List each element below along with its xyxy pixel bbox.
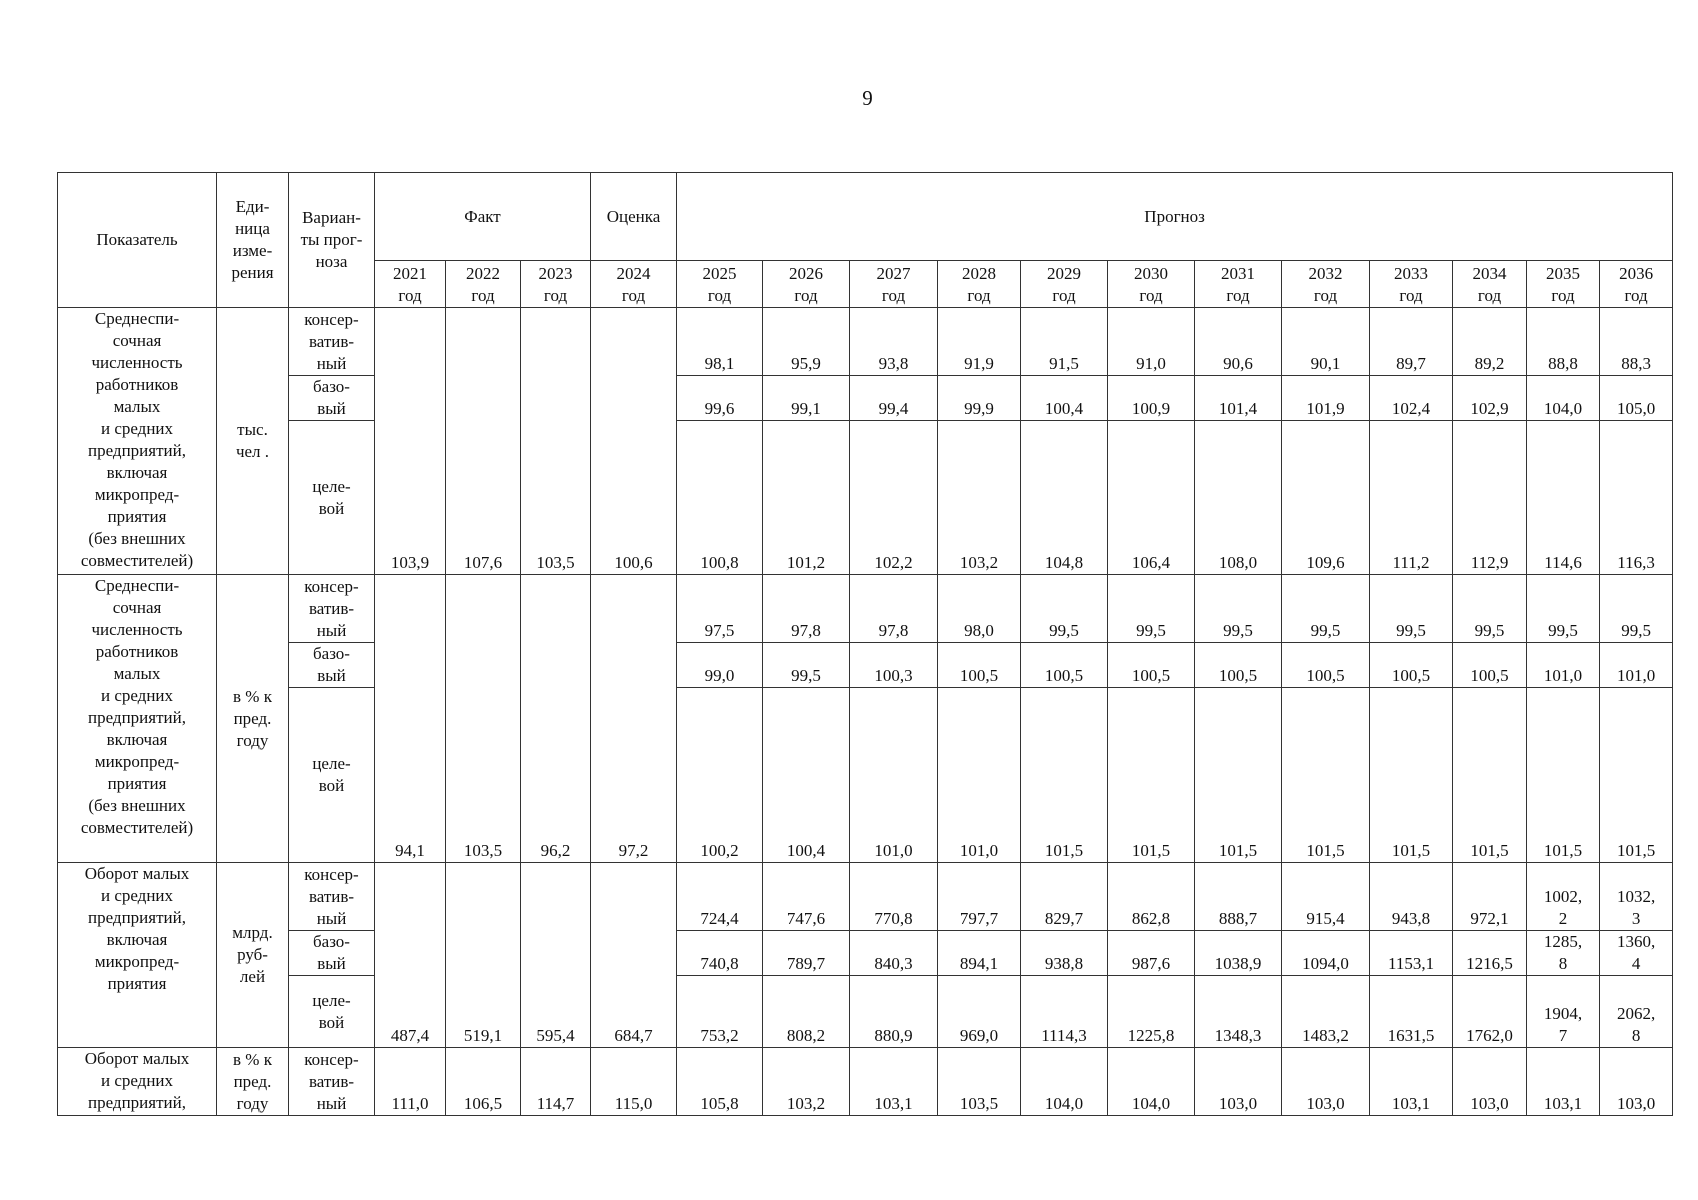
forecast-value: 808,2 [763, 976, 850, 1048]
forecast-value: 100,8 [677, 421, 763, 575]
table-row [58, 376, 1673, 421]
indicator-name: Оборот малых и средних предприятий, [58, 1048, 217, 1116]
forecast-value: 101,0 [938, 688, 1021, 863]
variant-name: базо- вый [289, 643, 375, 688]
forecast-value: 99,0 [677, 643, 763, 688]
history-value: 115,0 [591, 1048, 677, 1116]
forecast-value: 100,5 [938, 643, 1021, 688]
history-value: 97,2 [591, 575, 677, 863]
forecast-value: 1038,9 [1195, 931, 1282, 976]
forecast-value: 100,3 [850, 643, 938, 688]
forecast-value: 97,8 [763, 575, 850, 643]
forecast-value: 943,8 [1370, 863, 1453, 931]
forecast-value: 103,2 [763, 1048, 850, 1116]
indicator-header: Показатель [58, 173, 217, 308]
unit-cell: в % к пред. году [217, 575, 289, 863]
table-row [58, 976, 1673, 1048]
forecast-value: 100,4 [1021, 376, 1108, 421]
forecast-value: 100,5 [1453, 643, 1527, 688]
forecast-value: 104,0 [1527, 376, 1600, 421]
forecast-table [57, 172, 1673, 1116]
forecast-value: 88,3 [1600, 308, 1673, 376]
table-row [58, 688, 1673, 863]
forecast-value: 1002, 2 [1527, 863, 1600, 931]
forecast-value: 724,4 [677, 863, 763, 931]
year-header: 2035 год [1527, 261, 1600, 308]
history-value: 96,2 [521, 575, 591, 863]
page-number: 9 [862, 86, 873, 110]
forecast-value: 101,5 [1282, 688, 1370, 863]
table-row [58, 421, 1673, 575]
forecast-value: 99,6 [677, 376, 763, 421]
forecast-value: 91,5 [1021, 308, 1108, 376]
forecast-value: 105,0 [1600, 376, 1673, 421]
forecast-value: 102,4 [1370, 376, 1453, 421]
table-body [58, 308, 1673, 1116]
forecast-value: 1483,2 [1282, 976, 1370, 1048]
forecast-value: 101,0 [850, 688, 938, 863]
unit-header: Еди- ница изме- рения [217, 173, 289, 308]
forecast-value: 972,1 [1453, 863, 1527, 931]
forecast-value: 100,5 [1370, 643, 1453, 688]
forecast-value: 101,0 [1600, 643, 1673, 688]
forecast-value: 100,5 [1108, 643, 1195, 688]
forecast-value: 100,5 [1021, 643, 1108, 688]
variant-name: консер- ватив- ный [289, 863, 375, 931]
forecast-value: 1114,3 [1021, 976, 1108, 1048]
forecast-value: 104,0 [1108, 1048, 1195, 1116]
variant-name: базо- вый [289, 376, 375, 421]
history-value: 103,9 [375, 308, 446, 575]
year-header: 2021 год [375, 261, 446, 308]
forecast-value: 99,5 [1108, 575, 1195, 643]
forecast-value: 99,5 [1195, 575, 1282, 643]
forecast-value: 103,1 [1370, 1048, 1453, 1116]
forecast-value: 103,0 [1282, 1048, 1370, 1116]
forecast-value: 100,2 [677, 688, 763, 863]
table-row [58, 863, 1673, 931]
forecast-value: 103,1 [850, 1048, 938, 1116]
forecast-value: 90,1 [1282, 308, 1370, 376]
variant-name: консер- ватив- ный [289, 308, 375, 376]
forecast-value: 915,4 [1282, 863, 1370, 931]
forecast-value: 106,4 [1108, 421, 1195, 575]
forecast-value: 89,2 [1453, 308, 1527, 376]
forecast-value: 101,4 [1195, 376, 1282, 421]
forecast-value: 1032, 3 [1600, 863, 1673, 931]
forecast-value: 116,3 [1600, 421, 1673, 575]
forecast-value: 1904, 7 [1527, 976, 1600, 1048]
year-header: 2031 год [1195, 261, 1282, 308]
forecast-value: 102,9 [1453, 376, 1527, 421]
unit-cell: млрд. руб- лей [217, 863, 289, 1048]
forecast-value: 105,8 [677, 1048, 763, 1116]
forecast-value: 789,7 [763, 931, 850, 976]
history-value: 106,5 [446, 1048, 521, 1116]
forecast-value: 109,6 [1282, 421, 1370, 575]
forecast-value: 104,8 [1021, 421, 1108, 575]
forecast-value: 100,5 [1195, 643, 1282, 688]
history-value: 595,4 [521, 863, 591, 1048]
unit-cell: в % к пред. году [217, 1048, 289, 1116]
forecast-value: 111,2 [1370, 421, 1453, 575]
forecast-value: 829,7 [1021, 863, 1108, 931]
variant-name: целе- вой [289, 688, 375, 863]
year-header: 2032 год [1282, 261, 1370, 308]
forecast-value: 1348,3 [1195, 976, 1282, 1048]
forecast-value: 103,1 [1527, 1048, 1600, 1116]
table-row [58, 643, 1673, 688]
forecast-value: 97,5 [677, 575, 763, 643]
forecast-value: 114,6 [1527, 421, 1600, 575]
forecast-value: 99,9 [938, 376, 1021, 421]
forecast-value: 880,9 [850, 976, 938, 1048]
forecast-value: 88,8 [1527, 308, 1600, 376]
year-header: 2026 год [763, 261, 850, 308]
year-header: 2033 год [1370, 261, 1453, 308]
history-value: 103,5 [521, 308, 591, 575]
forecast-value: 103,0 [1600, 1048, 1673, 1116]
forecast-value: 740,8 [677, 931, 763, 976]
table-row [58, 1048, 1673, 1116]
header-row-top [58, 173, 1673, 261]
forecast-value: 99,5 [1600, 575, 1673, 643]
fact-header: Факт [375, 173, 591, 261]
forecast-value: 93,8 [850, 308, 938, 376]
forecast-value: 1216,5 [1453, 931, 1527, 976]
forecast-value: 2062, 8 [1600, 976, 1673, 1048]
forecast-value: 100,5 [1282, 643, 1370, 688]
forecast-value: 894,1 [938, 931, 1021, 976]
forecast-value: 1360, 4 [1600, 931, 1673, 976]
forecast-value: 100,4 [763, 688, 850, 863]
forecast-value: 1762,0 [1453, 976, 1527, 1048]
estimate-header: Оценка [591, 173, 677, 261]
year-header: 2034 год [1453, 261, 1527, 308]
indicator-name: Среднеспи- сочная численность работников малых и средних предприятий, включая микропред- приятия (без внешних совместителей) [58, 575, 217, 863]
forecast-value: 1225,8 [1108, 976, 1195, 1048]
table-row [58, 575, 1673, 643]
forecast-value: 98,1 [677, 308, 763, 376]
indicator-name: Среднеспи- сочная численность работников малых и средних предприятий, включая микропред- приятия (без внешних совместителей) [58, 308, 217, 575]
year-header: 2030 год [1108, 261, 1195, 308]
forecast-value: 747,6 [763, 863, 850, 931]
year-header: 2027 год [850, 261, 938, 308]
forecast-value: 102,2 [850, 421, 938, 575]
variant-header: Вариан- ты прог- ноза [289, 173, 375, 308]
forecast-value: 862,8 [1108, 863, 1195, 931]
forecast-value: 108,0 [1195, 421, 1282, 575]
forecast-value: 840,3 [850, 931, 938, 976]
forecast-value: 103,0 [1453, 1048, 1527, 1116]
year-header: 2024 год [591, 261, 677, 308]
forecast-value: 101,5 [1370, 688, 1453, 863]
variant-name: целе- вой [289, 421, 375, 575]
forecast-value: 99,5 [1453, 575, 1527, 643]
forecast-value: 98,0 [938, 575, 1021, 643]
forecast-value: 1285, 8 [1527, 931, 1600, 976]
history-value: 114,7 [521, 1048, 591, 1116]
year-header: 2029 год [1021, 261, 1108, 308]
forecast-value: 103,5 [938, 1048, 1021, 1116]
history-value: 487,4 [375, 863, 446, 1048]
forecast-value: 1153,1 [1370, 931, 1453, 976]
forecast-value: 101,5 [1600, 688, 1673, 863]
forecast-value: 99,5 [1527, 575, 1600, 643]
history-value: 107,6 [446, 308, 521, 575]
year-header: 2028 год [938, 261, 1021, 308]
forecast-value: 101,5 [1108, 688, 1195, 863]
year-header: 2025 год [677, 261, 763, 308]
forecast-value: 99,4 [850, 376, 938, 421]
forecast-value: 101,2 [763, 421, 850, 575]
forecast-value: 938,8 [1021, 931, 1108, 976]
forecast-value: 99,1 [763, 376, 850, 421]
year-header: 2023 год [521, 261, 591, 308]
variant-name: базо- вый [289, 931, 375, 976]
forecast-value: 797,7 [938, 863, 1021, 931]
forecast-value: 99,5 [763, 643, 850, 688]
forecast-value: 99,5 [1021, 575, 1108, 643]
variant-name: целе- вой [289, 976, 375, 1048]
forecast-value: 101,5 [1021, 688, 1108, 863]
forecast-value: 1094,0 [1282, 931, 1370, 976]
forecast-value: 89,7 [1370, 308, 1453, 376]
forecast-value: 91,0 [1108, 308, 1195, 376]
forecast-value: 101,5 [1195, 688, 1282, 863]
table-row [58, 931, 1673, 976]
forecast-value: 101,5 [1453, 688, 1527, 863]
forecast-value: 103,0 [1195, 1048, 1282, 1116]
forecast-value: 987,6 [1108, 931, 1195, 976]
forecast-value: 101,5 [1527, 688, 1600, 863]
history-value: 100,6 [591, 308, 677, 575]
forecast-value: 100,9 [1108, 376, 1195, 421]
forecast-value: 753,2 [677, 976, 763, 1048]
table-row [58, 308, 1673, 376]
indicator-name: Оборот малых и средних предприятий, включая микропред- приятия [58, 863, 217, 1048]
forecast-value: 101,9 [1282, 376, 1370, 421]
forecast-value: 1631,5 [1370, 976, 1453, 1048]
history-value: 103,5 [446, 575, 521, 863]
forecast-value: 99,5 [1370, 575, 1453, 643]
forecast-value: 888,7 [1195, 863, 1282, 931]
history-value: 684,7 [591, 863, 677, 1048]
history-value: 94,1 [375, 575, 446, 863]
forecast-value: 99,5 [1282, 575, 1370, 643]
forecast-header: Прогноз [677, 173, 1673, 261]
variant-name: консер- ватив- ный [289, 1048, 375, 1116]
year-header: 2022 год [446, 261, 521, 308]
year-header: 2036 год [1600, 261, 1673, 308]
forecast-value: 97,8 [850, 575, 938, 643]
forecast-value: 90,6 [1195, 308, 1282, 376]
forecast-value: 112,9 [1453, 421, 1527, 575]
unit-cell: тыс. чел . [217, 308, 289, 575]
forecast-value: 770,8 [850, 863, 938, 931]
history-value: 519,1 [446, 863, 521, 1048]
variant-name: консер- ватив- ный [289, 575, 375, 643]
history-value: 111,0 [375, 1048, 446, 1116]
forecast-value: 101,0 [1527, 643, 1600, 688]
forecast-value: 969,0 [938, 976, 1021, 1048]
forecast-value: 104,0 [1021, 1048, 1108, 1116]
forecast-value: 95,9 [763, 308, 850, 376]
forecast-value: 103,2 [938, 421, 1021, 575]
forecast-value: 91,9 [938, 308, 1021, 376]
